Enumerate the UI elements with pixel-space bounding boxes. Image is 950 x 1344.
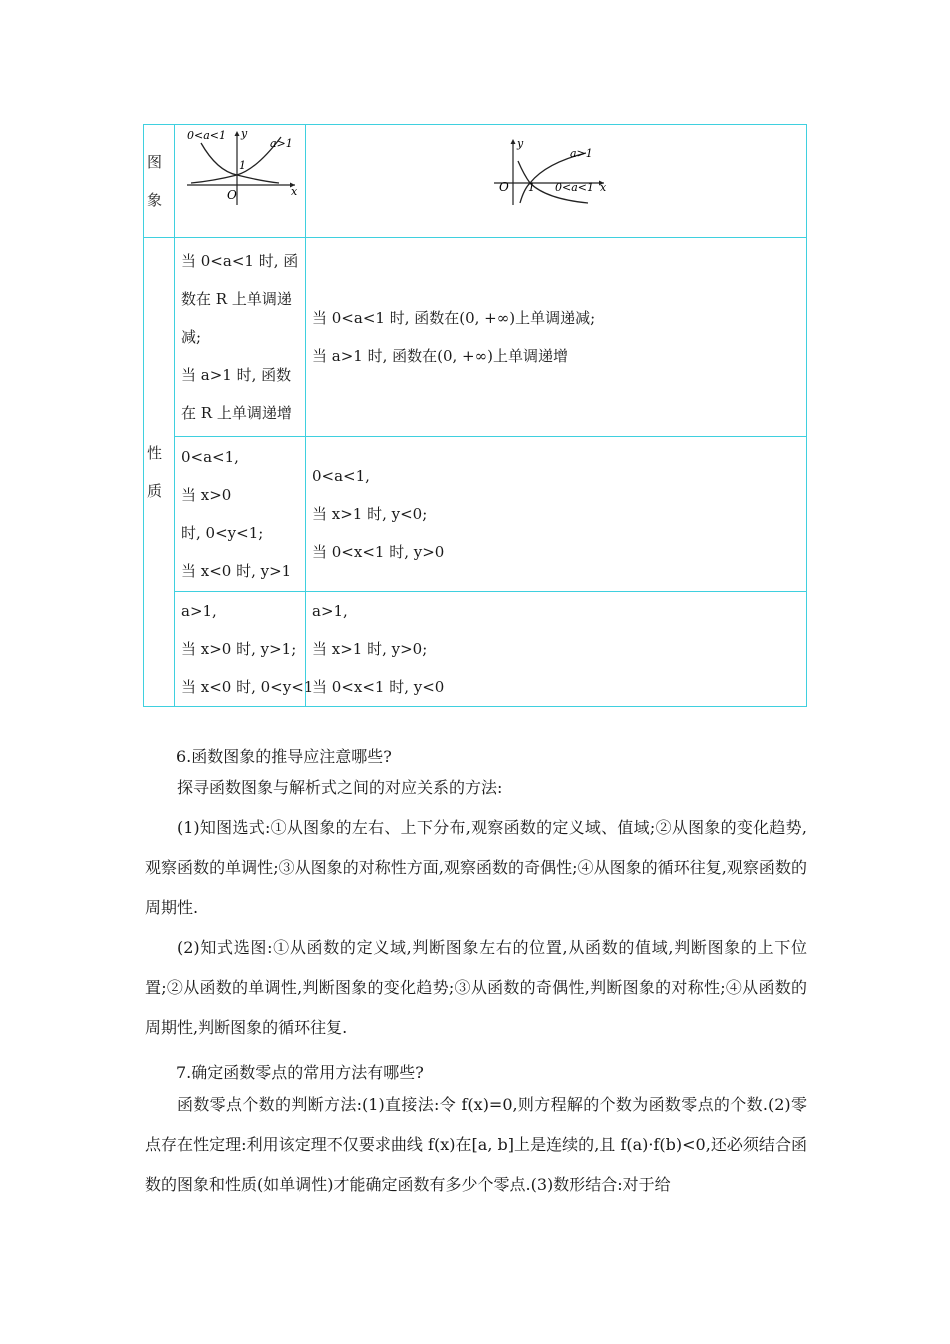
- sign-row-lt1: [144, 437, 807, 592]
- label-origin: O: [499, 180, 509, 194]
- label-x: x: [600, 181, 607, 194]
- text-line: 当 a>1 时, 函数: [181, 366, 292, 384]
- label-one: 1: [239, 159, 246, 172]
- text-line: 当 x>0 时, y>1;: [181, 640, 297, 658]
- mono-left-cell: [175, 238, 306, 437]
- y-axis-arrow: [511, 139, 516, 144]
- graph-row: [144, 125, 807, 238]
- sign2-left-cell: [175, 592, 314, 707]
- exp-graph-cell: [175, 125, 306, 238]
- section6-heading: 6.函数图象的推导应注意哪些?: [176, 747, 392, 766]
- text-line: 当 x<0 时, 0<y<1: [181, 678, 314, 696]
- text-line: 当 x>1 时, y>0;: [312, 640, 428, 658]
- exponential-graph: [175, 125, 306, 237]
- label-x: x: [291, 185, 298, 198]
- sign1-right-cell: [306, 437, 807, 592]
- sign1-left-cell: [175, 437, 306, 592]
- section7-p1: 函数零点个数的判断方法:(1)直接法:令 f(x)=0,则方程解的个数为函数零点的个数.(2)零点存在性定理:利用该定理不仅要求曲线 f(x)在[a, b]上是连续的,且 f(a)·f(b)<0,还必须结合函数的图象和性质(如单调性)才能确定函数有多少个零点.(3)数形结合:对于给: [145, 1095, 807, 1194]
- label-0-a-1: 0<a<1: [187, 129, 226, 142]
- section6-p2: (2)知式选图:①从函数的定义域,判断图象左右的位置,从函数的值域,判断图象的上下位置;②从函数的单调性,判断图象的变化趋势;③从函数的奇偶性,判断图象的对称性;④从函数的周期性,判断图象的循环往复.: [145, 938, 807, 1037]
- text-line: 当 0<a<1 时, 函数在(0, +∞)上单调递减;: [312, 309, 596, 327]
- label-origin: O: [227, 188, 237, 202]
- label-a-gt-1: a>1: [270, 137, 293, 150]
- label-0-a-1: 0<a<1: [555, 181, 594, 194]
- text-line: 当 0<x<1 时, y>0: [312, 543, 445, 561]
- section6-intro: 探寻函数图象与解析式之间的对应关系的方法:: [177, 778, 503, 797]
- text-line: 当 x<0 时, y>1: [181, 562, 292, 580]
- sign2-right-cell: [306, 592, 807, 707]
- text-line: a>1,: [312, 602, 348, 620]
- text-line: 时, 0<y<1;: [181, 524, 264, 542]
- text-line: 0<a<1,: [181, 448, 239, 466]
- log-graph-cell: [306, 125, 807, 238]
- text-line: 数在 R 上单调递: [181, 290, 292, 308]
- properties-table: [143, 124, 807, 707]
- text-line: 当 0<x<1 时, y<0: [312, 678, 445, 696]
- text-line: 当 x>0: [181, 486, 232, 504]
- sign-row-gt1: [144, 592, 807, 707]
- logarithmic-graph: [306, 125, 793, 237]
- label-y: y: [241, 127, 248, 140]
- row-label-graph: 图象: [144, 125, 175, 238]
- text-line: 当 x>1 时, y<0;: [312, 505, 428, 523]
- text-line: 减;: [181, 328, 202, 346]
- y-axis-arrow: [235, 131, 240, 136]
- curve-increasing: [191, 137, 281, 183]
- label-one: 1: [528, 181, 535, 194]
- row-label-props: 性质: [144, 238, 175, 707]
- section7-heading: 7.确定函数零点的常用方法有哪些?: [176, 1063, 424, 1082]
- text-line: 0<a<1,: [312, 467, 370, 485]
- label-a-gt-1: a>1: [570, 147, 593, 160]
- text-line: 在 R 上单调递增: [181, 404, 292, 422]
- text-line: 当 a>1 时, 函数在(0, +∞)上单调递增: [312, 347, 568, 365]
- mono-right-cell: [306, 238, 807, 437]
- label-y: y: [517, 137, 524, 150]
- section6-p1: (1)知图选式:①从图象的左右、上下分布,观察函数的定义域、值域;②从图象的变化趋势,观察函数的单调性;③从图象的对称性方面,观察函数的奇偶性;④从图象的循环往复,观察函数的周期性.: [145, 818, 807, 917]
- monotonicity-row: [144, 238, 807, 437]
- text-line: a>1,: [181, 602, 217, 620]
- text-line: 当 0<a<1 时, 函: [181, 252, 299, 270]
